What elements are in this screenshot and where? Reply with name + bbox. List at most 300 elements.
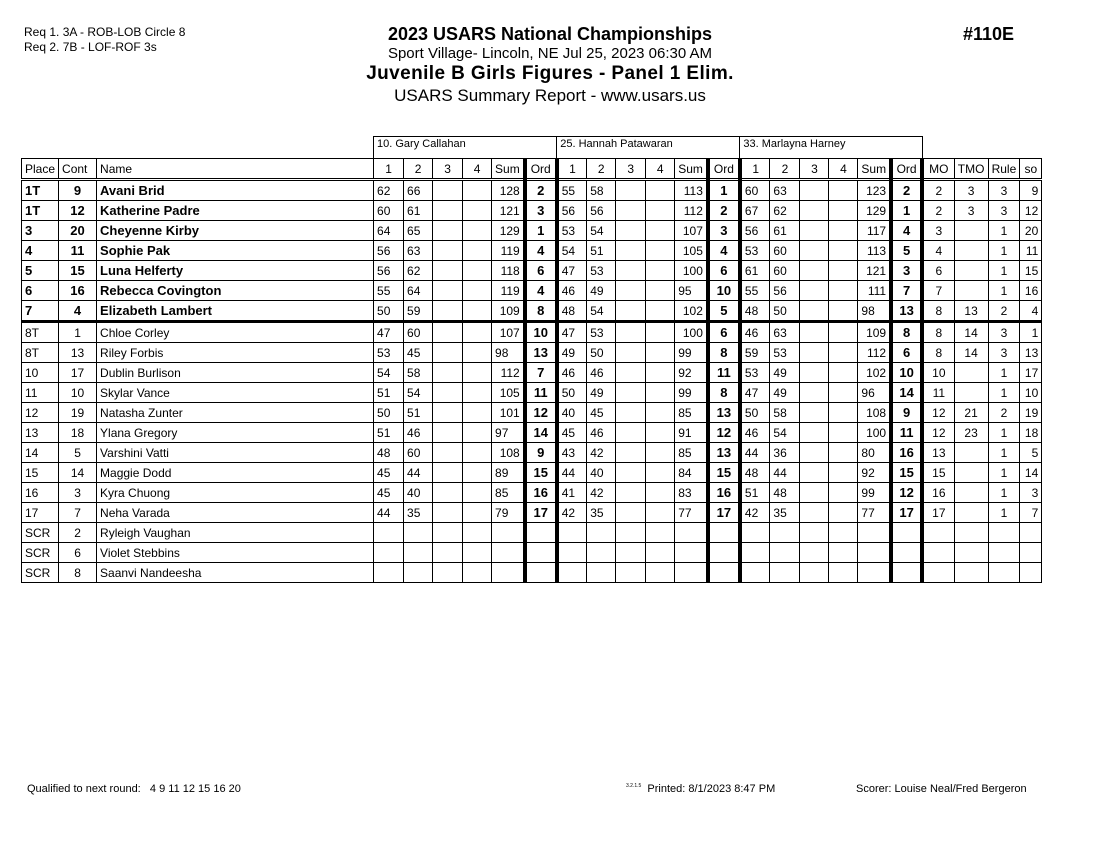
ord-cell <box>525 563 557 583</box>
score-cell: 54 <box>770 423 800 443</box>
score-cell <box>616 322 646 343</box>
tmo-cell <box>954 363 988 383</box>
sum-cell: 85 <box>675 443 708 463</box>
ord-cell: 15 <box>708 463 740 483</box>
score-cell <box>616 403 646 423</box>
score-cell <box>616 543 646 563</box>
tmo-cell <box>954 383 988 403</box>
tmo-cell: 21 <box>954 403 988 423</box>
ord-cell: 2 <box>525 180 557 201</box>
mo-cell: 3 <box>922 221 954 241</box>
score-cell <box>616 563 646 583</box>
score-cell <box>463 281 492 301</box>
score-cell <box>829 383 858 403</box>
score-cell <box>646 363 675 383</box>
ord-cell <box>891 543 922 563</box>
header-judge2-3: 3 <box>616 159 646 180</box>
score-cell: 45 <box>374 463 404 483</box>
score-cell: 51 <box>587 241 616 261</box>
table-row <box>22 201 1042 221</box>
sum-cell: 109 <box>858 322 891 343</box>
rule-cell: 1 <box>988 281 1020 301</box>
sum-cell: 85 <box>492 483 525 503</box>
score-cell <box>770 563 800 583</box>
sum-cell <box>492 563 525 583</box>
ord-cell <box>708 543 740 563</box>
score-cell <box>800 261 829 281</box>
header-judge1-2: 2 <box>404 159 433 180</box>
score-cell: 55 <box>557 180 587 201</box>
so-cell: 5 <box>1020 443 1042 463</box>
score-cell <box>433 443 463 463</box>
ord-cell: 12 <box>708 423 740 443</box>
score-cell <box>770 543 800 563</box>
score-cell <box>829 180 858 201</box>
table-row <box>22 221 1042 241</box>
score-cell: 50 <box>374 301 404 322</box>
event-title: Juvenile B Girls Figures - Panel 1 Elim. <box>366 63 734 84</box>
ord-cell: 6 <box>708 261 740 281</box>
sum-cell: 83 <box>675 483 708 503</box>
score-cell <box>800 363 829 383</box>
table-row <box>22 563 1042 583</box>
so-cell <box>1020 543 1042 563</box>
score-cell <box>800 180 829 201</box>
score-cell <box>829 443 858 463</box>
judge-name: 10. Gary Callahan <box>374 137 557 159</box>
place-cell: 17 <box>22 503 59 523</box>
score-cell <box>800 443 829 463</box>
sum-cell: 129 <box>858 201 891 221</box>
sum-cell <box>492 543 525 563</box>
rule-cell: 1 <box>988 363 1020 383</box>
sum-cell: 101 <box>492 403 525 423</box>
ord-cell: 2 <box>708 201 740 221</box>
place-cell: 12 <box>22 403 59 423</box>
header-tmo: TMO <box>954 159 988 180</box>
score-cell: 54 <box>374 363 404 383</box>
report-header <box>340 24 760 107</box>
score-cell <box>829 261 858 281</box>
results-table <box>21 136 1042 583</box>
name-cell: Luna Helferty <box>97 261 374 281</box>
score-cell: 51 <box>374 423 404 443</box>
ord-cell: 15 <box>525 463 557 483</box>
name-cell: Chloe Corley <box>97 322 374 343</box>
cont-cell: 9 <box>59 180 97 201</box>
score-cell <box>433 343 463 363</box>
score-cell <box>433 523 463 543</box>
tmo-cell <box>954 281 988 301</box>
so-cell: 3 <box>1020 483 1042 503</box>
ord-cell: 2 <box>891 180 922 201</box>
score-cell <box>557 543 587 563</box>
score-cell <box>404 523 433 543</box>
mo-cell <box>922 563 954 583</box>
sum-cell: 97 <box>492 423 525 443</box>
score-cell: 56 <box>587 201 616 221</box>
score-cell <box>616 221 646 241</box>
ord-cell <box>891 563 922 583</box>
judge-header-row <box>22 137 1042 159</box>
sum-cell: 117 <box>858 221 891 241</box>
score-cell <box>646 322 675 343</box>
header-judge1-4: 4 <box>463 159 492 180</box>
score-cell <box>646 463 675 483</box>
sum-cell: 118 <box>492 261 525 281</box>
score-cell: 50 <box>557 383 587 403</box>
cont-cell: 15 <box>59 261 97 281</box>
sum-cell: 79 <box>492 503 525 523</box>
so-cell: 9 <box>1020 180 1042 201</box>
so-cell: 18 <box>1020 423 1042 443</box>
score-cell <box>463 403 492 423</box>
score-cell <box>646 403 675 423</box>
so-cell: 10 <box>1020 383 1042 403</box>
rule-cell <box>988 563 1020 583</box>
name-cell: Maggie Dodd <box>97 463 374 483</box>
score-cell: 62 <box>374 180 404 201</box>
mo-cell: 8 <box>922 343 954 363</box>
ord-cell: 4 <box>525 281 557 301</box>
score-cell <box>616 483 646 503</box>
score-cell: 56 <box>557 201 587 221</box>
score-cell <box>463 180 492 201</box>
score-cell <box>374 563 404 583</box>
ord-cell: 4 <box>891 221 922 241</box>
qualified-list: 4 9 11 12 15 16 20 <box>149 783 241 795</box>
score-cell <box>740 523 770 543</box>
score-cell <box>800 383 829 403</box>
place-cell: 1T <box>22 201 59 221</box>
tmo-cell: 3 <box>954 201 988 221</box>
place-cell: SCR <box>22 543 59 563</box>
sum-cell: 100 <box>675 261 708 281</box>
so-cell: 19 <box>1020 403 1042 423</box>
rule-cell: 2 <box>988 403 1020 423</box>
sum-cell: 105 <box>675 241 708 261</box>
mo-cell: 16 <box>922 483 954 503</box>
score-cell: 45 <box>404 343 433 363</box>
score-cell <box>740 543 770 563</box>
score-cell <box>463 543 492 563</box>
cont-cell: 6 <box>59 543 97 563</box>
score-cell: 42 <box>587 483 616 503</box>
rule-cell: 1 <box>988 261 1020 281</box>
score-cell <box>829 483 858 503</box>
score-cell <box>463 563 492 583</box>
sum-cell <box>675 563 708 583</box>
score-cell: 47 <box>557 322 587 343</box>
tmo-cell <box>954 503 988 523</box>
name-cell: Cheyenne Kirby <box>97 221 374 241</box>
score-cell <box>616 301 646 322</box>
score-cell <box>616 523 646 543</box>
score-cell: 58 <box>587 180 616 201</box>
score-cell <box>616 241 646 261</box>
score-cell: 43 <box>557 443 587 463</box>
name-cell: Rebecca Covington <box>97 281 374 301</box>
score-cell <box>646 261 675 281</box>
score-cell: 46 <box>587 363 616 383</box>
score-cell <box>829 503 858 523</box>
header-judge3-4: 4 <box>829 159 858 180</box>
spacer <box>22 137 374 159</box>
score-cell: 60 <box>770 241 800 261</box>
rule-cell: 3 <box>988 343 1020 363</box>
name-cell: Saanvi Nandeesha <box>97 563 374 583</box>
cont-cell: 2 <box>59 523 97 543</box>
score-cell <box>616 180 646 201</box>
score-cell: 63 <box>770 322 800 343</box>
score-cell: 49 <box>587 383 616 403</box>
score-cell: 50 <box>770 301 800 322</box>
ord-cell: 4 <box>708 241 740 261</box>
sum-cell: 105 <box>492 383 525 403</box>
name-cell: Dublin Burlison <box>97 363 374 383</box>
sum-cell <box>675 523 708 543</box>
sum-cell <box>858 543 891 563</box>
score-cell <box>829 403 858 423</box>
rule-cell <box>988 523 1020 543</box>
score-cell: 40 <box>557 403 587 423</box>
score-cell: 62 <box>404 261 433 281</box>
ord-cell: 16 <box>891 443 922 463</box>
sum-cell: 85 <box>675 403 708 423</box>
score-cell <box>616 281 646 301</box>
table-row <box>22 261 1042 281</box>
score-cell <box>433 261 463 281</box>
place-cell: 4 <box>22 241 59 261</box>
score-cell <box>463 383 492 403</box>
sum-cell: 92 <box>858 463 891 483</box>
rule-cell: 2 <box>988 301 1020 322</box>
score-cell: 46 <box>557 281 587 301</box>
score-cell <box>800 563 829 583</box>
cont-cell: 3 <box>59 483 97 503</box>
ord-cell: 8 <box>891 322 922 343</box>
so-cell: 14 <box>1020 463 1042 483</box>
so-cell <box>1020 563 1042 583</box>
spacer <box>922 137 1042 159</box>
score-cell <box>800 423 829 443</box>
table-row <box>22 403 1042 423</box>
score-cell <box>463 503 492 523</box>
score-cell: 45 <box>374 483 404 503</box>
tmo-cell <box>954 443 988 463</box>
requirement-1: Req 1. 3A - ROB-LOB Circle 8 <box>24 25 186 39</box>
mo-cell: 7 <box>922 281 954 301</box>
ord-cell <box>708 523 740 543</box>
ord-cell: 12 <box>525 403 557 423</box>
place-cell: 11 <box>22 383 59 403</box>
score-cell <box>374 523 404 543</box>
sum-cell: 91 <box>675 423 708 443</box>
score-cell: 49 <box>770 363 800 383</box>
score-cell <box>800 343 829 363</box>
score-cell <box>829 322 858 343</box>
mo-cell: 13 <box>922 443 954 463</box>
sum-cell: 112 <box>492 363 525 383</box>
score-cell <box>829 363 858 383</box>
table-row <box>22 423 1042 443</box>
ord-cell: 13 <box>708 443 740 463</box>
score-cell: 45 <box>587 403 616 423</box>
qualified-note <box>27 783 241 795</box>
so-cell: 16 <box>1020 281 1042 301</box>
rule-cell: 1 <box>988 241 1020 261</box>
tmo-cell <box>954 523 988 543</box>
sum-cell: 109 <box>492 301 525 322</box>
score-cell <box>463 221 492 241</box>
so-cell: 4 <box>1020 301 1042 322</box>
score-cell <box>587 523 616 543</box>
score-cell: 44 <box>404 463 433 483</box>
table-row <box>22 483 1042 503</box>
cont-cell: 13 <box>59 343 97 363</box>
score-cell: 56 <box>740 221 770 241</box>
score-cell <box>800 301 829 322</box>
score-cell <box>433 383 463 403</box>
rule-cell: 1 <box>988 463 1020 483</box>
score-cell <box>463 483 492 503</box>
header-mo: MO <box>922 159 954 180</box>
score-cell: 60 <box>770 261 800 281</box>
mo-cell: 2 <box>922 180 954 201</box>
name-cell: Ylana Gregory <box>97 423 374 443</box>
score-cell: 47 <box>557 261 587 281</box>
ord-cell: 10 <box>708 281 740 301</box>
score-cell <box>463 322 492 343</box>
score-cell <box>646 241 675 261</box>
score-cell <box>433 463 463 483</box>
mo-cell: 8 <box>922 301 954 322</box>
scorer-info: Scorer: Louise Neal/Fred Bergeron <box>856 783 1027 795</box>
table-row <box>22 322 1042 343</box>
score-cell: 60 <box>740 180 770 201</box>
ord-cell: 4 <box>525 241 557 261</box>
score-cell <box>800 403 829 423</box>
score-cell <box>829 463 858 483</box>
score-cell: 36 <box>770 443 800 463</box>
name-cell: Sophie Pak <box>97 241 374 261</box>
score-cell: 60 <box>374 201 404 221</box>
score-cell <box>646 503 675 523</box>
sum-cell: 121 <box>858 261 891 281</box>
tmo-cell <box>954 543 988 563</box>
score-cell <box>433 301 463 322</box>
sum-cell: 99 <box>675 343 708 363</box>
rule-cell: 1 <box>988 383 1020 403</box>
score-cell: 44 <box>374 503 404 523</box>
score-cell <box>616 343 646 363</box>
cont-cell: 19 <box>59 403 97 423</box>
sum-cell: 98 <box>858 301 891 322</box>
score-cell: 42 <box>557 503 587 523</box>
competition-title: 2023 USARS National Championships <box>387 24 713 44</box>
rule-cell: 3 <box>988 322 1020 343</box>
ord-cell: 5 <box>891 241 922 261</box>
score-cell <box>463 463 492 483</box>
ord-cell: 15 <box>891 463 922 483</box>
so-cell: 15 <box>1020 261 1042 281</box>
ord-cell: 13 <box>891 301 922 322</box>
cont-cell: 4 <box>59 301 97 322</box>
column-header-row <box>22 159 1042 180</box>
sum-cell: 111 <box>858 281 891 301</box>
score-cell: 63 <box>404 241 433 261</box>
requirement-2: Req 2. 7B - LOF-ROF 3s <box>24 40 157 54</box>
score-cell: 65 <box>404 221 433 241</box>
score-cell <box>740 563 770 583</box>
header-cont: Cont <box>59 159 97 180</box>
name-cell: Katherine Padre <box>97 201 374 221</box>
tmo-cell: 3 <box>954 180 988 201</box>
table-row <box>22 180 1042 201</box>
sum-cell: 77 <box>675 503 708 523</box>
ord-cell: 1 <box>708 180 740 201</box>
judge-name: 25. Hannah Patawaran <box>557 137 740 159</box>
score-cell <box>463 301 492 322</box>
rule-cell: 3 <box>988 201 1020 221</box>
version-number: 3.2.1.5 <box>626 783 642 789</box>
cont-cell: 1 <box>59 322 97 343</box>
report-subtitle: USARS Summary Report - www.usars.us <box>394 86 706 105</box>
score-cell <box>646 483 675 503</box>
judge-name: 33. Marlayna Harney <box>740 137 922 159</box>
header-judge3-sum: Sum <box>858 159 891 180</box>
sum-cell: 98 <box>492 343 525 363</box>
score-cell <box>800 503 829 523</box>
ord-cell: 3 <box>891 261 922 281</box>
score-cell <box>433 241 463 261</box>
ord-cell: 6 <box>891 343 922 363</box>
score-cell <box>433 322 463 343</box>
score-cell <box>404 563 433 583</box>
ord-cell: 1 <box>891 201 922 221</box>
score-cell <box>463 261 492 281</box>
score-cell <box>433 503 463 523</box>
ord-cell: 9 <box>525 443 557 463</box>
score-cell: 44 <box>740 443 770 463</box>
rule-cell: 1 <box>988 483 1020 503</box>
score-cell: 40 <box>404 483 433 503</box>
sum-cell: 92 <box>675 363 708 383</box>
sum-cell: 96 <box>858 383 891 403</box>
score-cell <box>646 383 675 403</box>
ord-cell: 11 <box>525 383 557 403</box>
place-cell: 3 <box>22 221 59 241</box>
mo-cell: 2 <box>922 201 954 221</box>
score-cell: 50 <box>587 343 616 363</box>
name-cell: Violet Stebbins <box>97 543 374 563</box>
name-cell: Riley Forbis <box>97 343 374 363</box>
score-cell: 45 <box>557 423 587 443</box>
name-cell: Varshini Vatti <box>97 443 374 463</box>
ord-cell: 5 <box>708 301 740 322</box>
score-cell <box>433 543 463 563</box>
ord-cell: 6 <box>708 322 740 343</box>
score-cell <box>433 403 463 423</box>
ord-cell: 16 <box>708 483 740 503</box>
so-cell: 17 <box>1020 363 1042 383</box>
cont-cell: 16 <box>59 281 97 301</box>
header-place: Place <box>22 159 59 180</box>
score-cell <box>463 423 492 443</box>
ord-cell: 12 <box>891 483 922 503</box>
score-cell <box>433 201 463 221</box>
place-cell: 10 <box>22 363 59 383</box>
